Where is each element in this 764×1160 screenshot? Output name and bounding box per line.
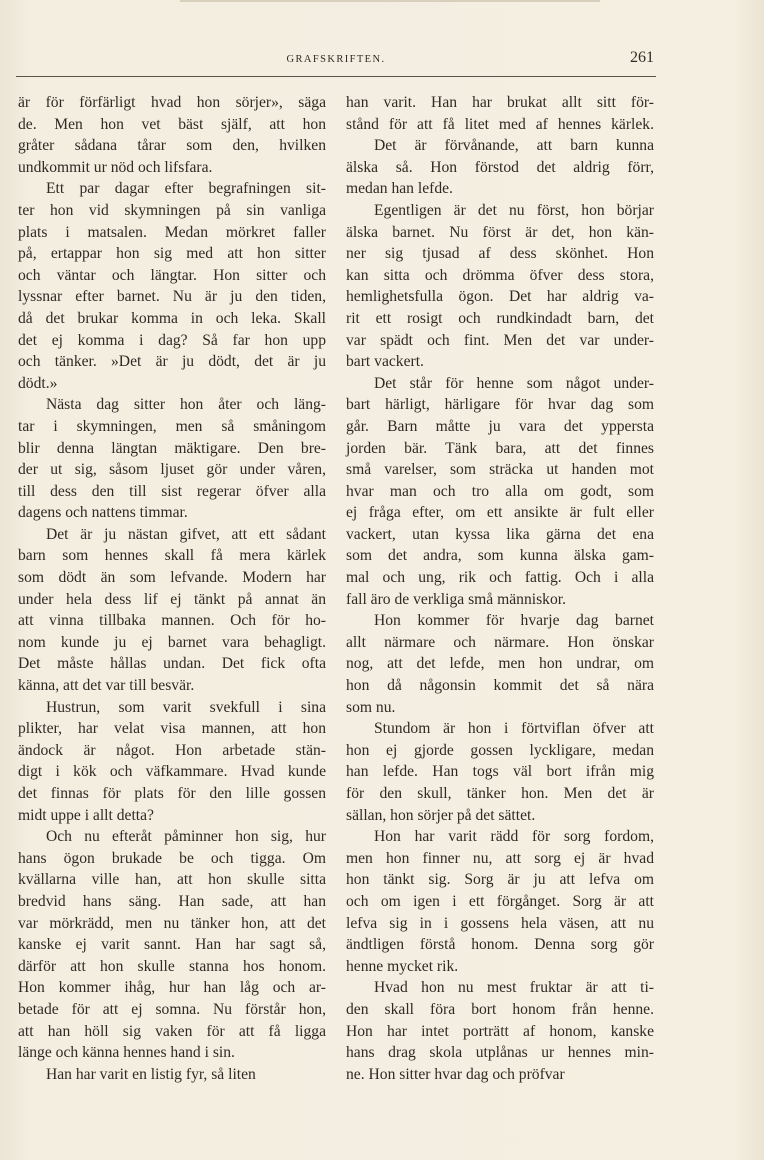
text-line: för den skull, tänker hon. Men det är bbox=[346, 785, 654, 802]
text-line: då det brukar komma in och leka. Skall bbox=[18, 309, 326, 327]
text-line: Hon kommer ihåg, hur han låg och ar- bbox=[18, 979, 326, 997]
text-line: ändtligen förstå honom. Denna sorg gör bbox=[346, 936, 654, 954]
text-line: stånd för att få litet med af hennes kärlek. bbox=[346, 115, 654, 133]
text-line: att vinna tillbaka mannen. Och för ho- bbox=[18, 612, 326, 630]
text-line: den skall föra bort honom från henne. bbox=[346, 1000, 654, 1018]
text-line: der ut sig, såsom ljuset gör under våren, bbox=[18, 461, 326, 479]
text-line: till dess den till sist regerar öfver alla bbox=[18, 482, 326, 500]
running-title: GRAFSKRIFTEN. bbox=[286, 54, 386, 65]
header-rule bbox=[16, 76, 656, 77]
text-line: dagens och nattens timmar. bbox=[18, 504, 188, 522]
text-line: bart vackert. bbox=[346, 353, 424, 371]
text-line: ne. Hon sitter hvar dag och pröfvar bbox=[346, 1065, 565, 1083]
text-line: Det måste hållas undan. Det fick ofta bbox=[18, 655, 326, 673]
text-line: kvällarna ville han, att hon skulle sitta bbox=[18, 871, 326, 889]
text-line: hemlighetsfulla ögon. Det har aldrig va- bbox=[346, 288, 654, 306]
text-line: de. Men hon vet bäst själf, att hon bbox=[18, 115, 326, 133]
text-line: han lefde. Han togs väl bort ifrån mig bbox=[346, 763, 654, 781]
text-line: hans drag skola utplånas ur hennes min- bbox=[346, 1044, 654, 1062]
text-line: henne mycket rik. bbox=[346, 957, 459, 975]
text-line: hon tänkt sig. Sorg är ju att lefva om bbox=[346, 871, 654, 889]
text-line: och tänker. »Det är ju dödt, det är ju bbox=[18, 353, 326, 371]
text-line: Hvad hon nu mest fruktar är att ti- bbox=[374, 979, 654, 997]
text-line: Hustrun, som varit svekfull i sina bbox=[46, 698, 326, 716]
text-line: som dödt än som lefvande. Modern har bbox=[18, 569, 326, 587]
text-line: kanske ej varit sannt. Han har sagt så, bbox=[18, 936, 326, 954]
text-line: fall äro de verkliga små människor. bbox=[346, 590, 566, 608]
text-line: allt närmare och närmare. Hon önskar bbox=[346, 633, 654, 651]
text-line: hans ögon brukade be och tigga. Om bbox=[18, 849, 326, 867]
text-line: jorden bär. Tänk bara, att det finnes bbox=[346, 439, 654, 457]
text-line: ter hon vid skymningen på sin vanliga bbox=[18, 201, 326, 219]
text-line: och väntar och längtar. Hon sitter och bbox=[18, 266, 326, 284]
text-line: därför att hon skulle stanna hos honom. bbox=[18, 957, 326, 975]
text-line: Det är ju nästan gifvet, att ett sådant bbox=[46, 525, 326, 543]
right-column bbox=[346, 92, 654, 1085]
text-line: lefva sig in i gossens hela väsen, att nu bbox=[346, 914, 654, 932]
text-line: att han höll sig vaken för att få ligga bbox=[18, 1022, 326, 1040]
text-line: Det är förvånande, att barn kunna bbox=[374, 137, 654, 155]
text-line: blir denna längtan mäktigare. Den bre- bbox=[18, 439, 326, 457]
text-line: men hon finner nu, att sorg ej är hvad bbox=[346, 849, 654, 867]
text-line: går. Barn måtte ju vara det yppersta bbox=[346, 417, 654, 435]
text-line: Hon har varit rädd för sorg fordom, bbox=[374, 828, 654, 846]
left-column bbox=[18, 92, 326, 1085]
text-line: hon då någonsin kommit det så nära bbox=[346, 677, 654, 695]
text-line: vackert, utan kyssa lika gärna det ena bbox=[346, 525, 654, 543]
text-line: midt uppe i allt detta? bbox=[18, 806, 154, 824]
text-line: medan han lefde. bbox=[346, 180, 453, 198]
text-line: Nästa dag sitter hon åter och läng- bbox=[46, 396, 326, 414]
text-line: digt i kök och väfkammare. Hvad kunde bbox=[18, 763, 326, 781]
text-line: rit ett rosigt och rundkindadt barn, det bbox=[346, 309, 654, 327]
text-line: var mörkrädd, men nu tänker hon, att det bbox=[18, 914, 326, 932]
text-line: nog, att det lefde, men hon undrar, om bbox=[346, 655, 654, 673]
text-line: på, ertappar hon sig med att hon sitter bbox=[18, 245, 326, 263]
text-line: Egentligen är det nu först, hon börjar bbox=[374, 201, 654, 219]
text-line: som nu. bbox=[346, 698, 396, 716]
page-header bbox=[18, 49, 654, 74]
text-line: plikter, har velat visa mannen, att hon bbox=[18, 720, 326, 738]
text-line: bart härligt, härligare för hvar dag som bbox=[346, 396, 654, 414]
text-line: under hela dess lif ej tänkt på annat än bbox=[18, 590, 326, 608]
text-line: Hon kommer för hvarje dag barnet bbox=[374, 612, 654, 630]
text-line: var spädt och fint. Men det var under- bbox=[346, 331, 654, 349]
text-line: tar i skymningen, men så småningom bbox=[18, 417, 326, 435]
text-line: Han har varit en listig fyr, så liten bbox=[46, 1065, 256, 1083]
text-line: ej fråga efter, om ett ansikte är fult eller bbox=[346, 504, 654, 522]
text-line: undkommit ur nöd och lifsfara. bbox=[18, 158, 213, 176]
text-line: kan sitta och drömma öfver dess stora, bbox=[346, 266, 654, 284]
page-number: 261 bbox=[630, 49, 654, 66]
text-line: hon ej gjorde gossen lyckligare, medan bbox=[346, 741, 654, 759]
text-line: gråter sådana tårar som den, hvilken bbox=[18, 137, 326, 155]
text-line: dödt.» bbox=[18, 374, 58, 392]
text-line: och om igen i ett förgånget. Sorg är att bbox=[346, 892, 654, 910]
text-line: betade för att ej somna. Nu förstår hon, bbox=[18, 1000, 326, 1018]
text-line: bredvid hans säng. Han sade, att han bbox=[18, 892, 326, 910]
text-line: ändock är något. Hon arbetade stän- bbox=[18, 741, 326, 759]
text-line: Ett par dagar efter begrafningen sit- bbox=[46, 180, 326, 198]
text-line: Och nu efteråt påminner hon sig, hur bbox=[46, 828, 326, 846]
text-line: små varelser, som sträcka ut handen mot bbox=[346, 461, 654, 479]
text-line: länge och känna hennes hand i sin. bbox=[18, 1044, 235, 1062]
text-line: nom kunde ju ej barnet vara behagligt. bbox=[18, 633, 326, 651]
page-top-edge bbox=[180, 0, 600, 2]
text-line: som det andra, som kunna älska gam- bbox=[346, 547, 654, 565]
text-line: är för förfärligt hvad hon sörjer», säga bbox=[18, 94, 326, 111]
text-line: Stundom är hon i förtviflan öfver att bbox=[374, 720, 654, 738]
text-line: Hon har intet porträtt af honom, kanske bbox=[346, 1022, 654, 1040]
text-line: ner sig tjusad af dess skönhet. Hon bbox=[346, 245, 654, 263]
text-line: lyssnar efter barnet. Nu är ju den tiden, bbox=[18, 288, 326, 306]
text-line: det ej komma i dag? Så far hon upp bbox=[18, 331, 326, 349]
text-line: det finnas för plats för den lille gossen bbox=[18, 785, 326, 802]
text-line: hvar man och tro alla om godt, som bbox=[346, 482, 654, 500]
text-line: han varit. Han har brukat allt sitt för- bbox=[346, 94, 654, 111]
text-line: känna, att det var till besvär. bbox=[18, 677, 195, 695]
text-line: sällan, hon sörjer på det sättet. bbox=[346, 806, 536, 824]
text-line: barn som hennes skall få mera kärlek bbox=[18, 547, 326, 565]
text-line: Det står för henne som något under- bbox=[374, 374, 654, 392]
text-line: älska barnet. Nu först är det, hon kän- bbox=[346, 223, 654, 241]
text-line: älska så. Hon förstod det aldrig förr, bbox=[346, 158, 654, 176]
text-line: mal och ung, rik och fattig. Och i alla bbox=[346, 569, 654, 587]
text-line: plats i matsalen. Medan mörkret faller bbox=[18, 223, 326, 241]
